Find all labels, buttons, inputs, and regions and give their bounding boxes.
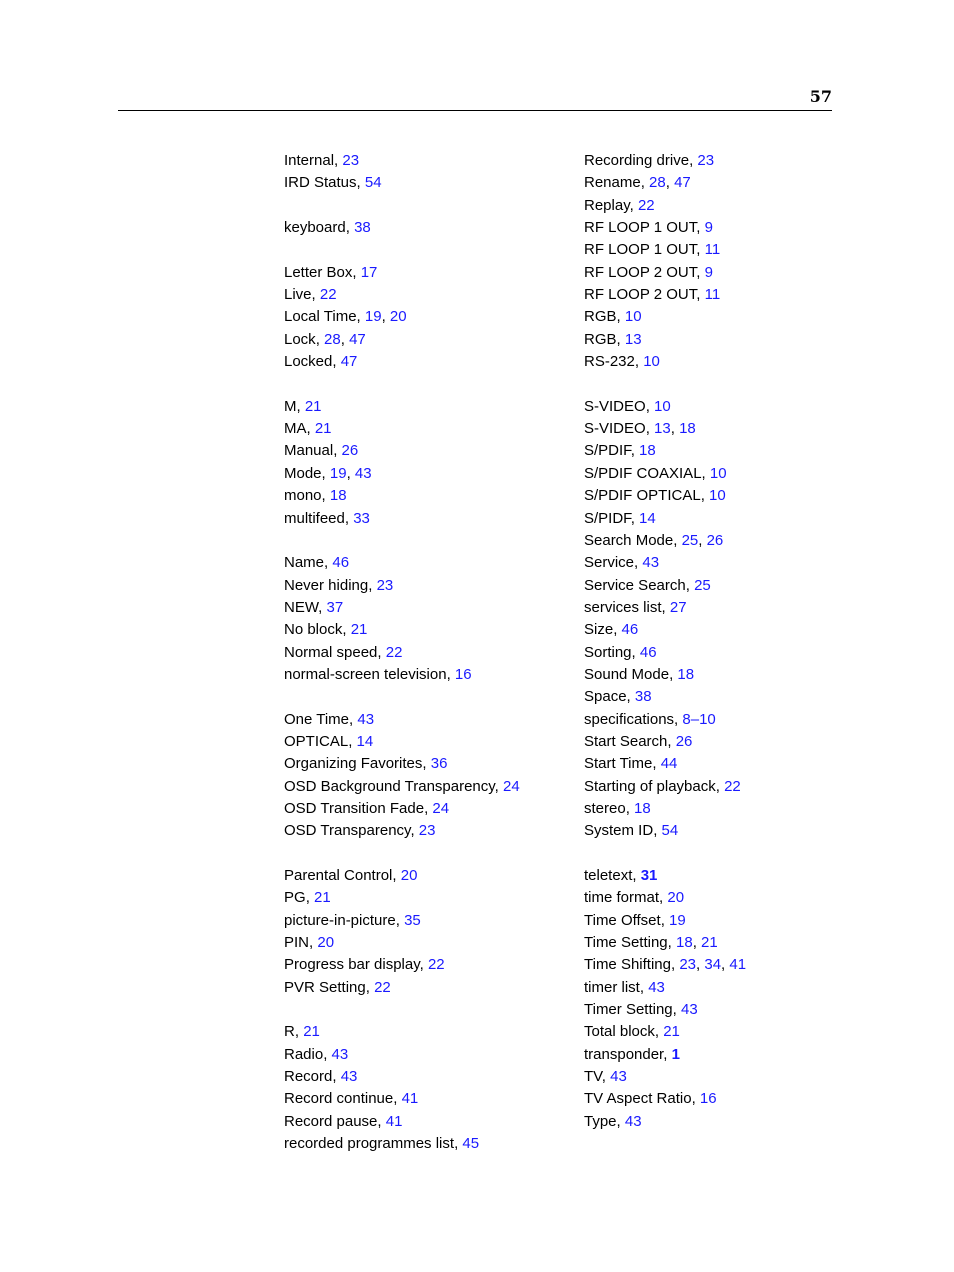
index-term: OSD Background Transparency [284, 777, 495, 795]
page-reference-link[interactable]: 25 [681, 531, 699, 549]
page-reference-link[interactable]: 21 [314, 889, 331, 907]
index-entry: RF LOOP 1 OUT, 11 [584, 241, 721, 259]
page-reference-link[interactable]: 14 [639, 509, 656, 527]
page-reference-link[interactable]: 18 [639, 442, 656, 460]
index-entry: Start Time, 44 [584, 755, 678, 773]
index-term: RF LOOP 2 OUT [584, 286, 697, 304]
index-term: OSD Transition Fade [284, 799, 425, 817]
index-term: Space [584, 688, 627, 706]
page-reference-link[interactable]: 20 [389, 308, 407, 326]
page-number: 57 [809, 87, 832, 106]
page-reference-link[interactable]: 24 [503, 777, 520, 795]
page-reference-link[interactable]: 18 [679, 420, 696, 438]
index-term: Radio [284, 1045, 324, 1063]
index-term: IRD Status [284, 174, 357, 192]
page-reference-link[interactable]: 19 [669, 911, 686, 929]
index-term: R [284, 1023, 295, 1041]
page-reference-link[interactable]: 47 [349, 330, 366, 348]
index-term: Record pause [284, 1112, 378, 1130]
page-reference-link[interactable]: 43 [354, 464, 372, 482]
page-reference-link[interactable]: 10 [709, 464, 727, 482]
index-term: Time Offset [584, 911, 661, 929]
index-entry: Locked, 47 [284, 353, 358, 371]
index-term: S/PDIF COAXIAL [584, 464, 702, 482]
index-term: Letter Box [284, 263, 353, 281]
index-entry: Start Search, 26 [584, 732, 693, 750]
index-term: Record continue [284, 1090, 394, 1108]
index-entry: IRD Status, 54 [284, 174, 382, 192]
page-reference-link[interactable]: 9 [704, 263, 713, 281]
page-reference-link[interactable]: 21 [663, 1023, 680, 1041]
index-term: Timer Setting [584, 1001, 673, 1019]
index-term: Service [584, 554, 635, 572]
index-entry: PIN, 20 [284, 934, 335, 952]
index-entry: RF LOOP 2 OUT, 11 [584, 286, 721, 304]
letter-group-gap [584, 843, 746, 865]
page-reference-link[interactable]: 26 [675, 732, 693, 750]
index-entry: S-VIDEO, 13, 18 [584, 420, 696, 438]
index-entry: OPTICAL, 14 [284, 732, 374, 750]
page-reference-link[interactable]: 43 [610, 1068, 627, 1086]
page-reference-link[interactable]: 26 [341, 442, 359, 460]
header-rule [118, 110, 832, 111]
page-reference-link[interactable]: 47 [674, 174, 691, 192]
index-entry: Manual, 26 [284, 442, 359, 460]
index-entry: NEW, 37 [284, 598, 344, 616]
index-term: RGB [584, 330, 617, 348]
index-entry: Live, 22 [284, 286, 337, 304]
index-entry: RGB, 10 [584, 308, 642, 326]
index-term: One Time [284, 710, 350, 728]
page-reference-link[interactable]: 21 [701, 934, 718, 952]
page-reference-link[interactable]: 19 [329, 464, 347, 482]
index-term: Mode [284, 464, 322, 482]
page-reference-link[interactable]: 43 [331, 1045, 349, 1063]
letter-group-gap [284, 843, 520, 865]
page-reference-link[interactable]: 1 [671, 1045, 680, 1063]
page-reference-link[interactable]: 43 [642, 554, 660, 572]
index-term: Name [284, 554, 325, 572]
index-term: stereo [584, 799, 626, 817]
index-entry: S/PDIF, 18 [584, 442, 656, 460]
page-reference-link[interactable]: 10 [643, 353, 660, 371]
page-reference-link[interactable]: 24 [432, 799, 450, 817]
page-reference-link[interactable]: 36 [430, 755, 448, 773]
page-reference-link[interactable]: 23 [342, 152, 360, 169]
index-term: RF LOOP 1 OUT [584, 241, 697, 259]
index-entry: Parental Control, 20 [284, 867, 418, 884]
index-term: S/PDIF OPTICAL [584, 487, 701, 505]
index-entry: S/PDIF OPTICAL, 10 [584, 487, 726, 505]
index-term: Rename [584, 174, 641, 192]
page-reference-link[interactable]: 18 [676, 934, 693, 952]
page-reference-link[interactable]: 22 [374, 978, 391, 996]
index-entry: Lock, 28, 47 [284, 330, 366, 348]
page-reference-link[interactable]: 38 [354, 219, 371, 237]
index-entry: Mode, 19, 43 [284, 464, 372, 482]
index-entry: S/PIDF, 14 [584, 509, 656, 527]
page-reference-link[interactable]: 28 [324, 330, 341, 348]
page-reference-link[interactable]: 28 [649, 174, 666, 192]
index-entry: No block, 21 [284, 621, 368, 639]
index-term: Sound Mode [584, 665, 670, 683]
page-reference-link[interactable]: 26 [706, 531, 724, 549]
index-term: PVR Setting [284, 978, 366, 996]
index-term: RS-232 [584, 353, 635, 371]
index-entry: specifications, 8–10 [584, 710, 716, 728]
index-term: recorded programmes list [284, 1135, 455, 1153]
page-reference-link[interactable]: 18 [329, 487, 347, 505]
index-entry: Record, 43 [284, 1068, 358, 1086]
page-reference-link[interactable]: 54 [364, 174, 382, 192]
index-entry: teletext, 31 [584, 867, 658, 884]
index-entry: Radio, 43 [284, 1045, 349, 1063]
page-reference-link[interactable]: 34 [704, 956, 722, 974]
index-entry: S-VIDEO, 10 [584, 397, 671, 415]
page-reference-link[interactable]: 18 [677, 665, 695, 683]
page-reference-link[interactable]: 13 [624, 330, 642, 348]
index-term: Never hiding [284, 576, 369, 594]
page-reference-link[interactable]: 18 [634, 799, 651, 817]
page-reference-link[interactable]: 20 [667, 889, 685, 907]
index-entry: Local Time, 19, 20 [284, 308, 407, 326]
page-reference-link[interactable]: 31 [640, 867, 658, 884]
index-entry: Replay, 22 [584, 196, 655, 214]
letter-group-gap [284, 239, 520, 261]
index-entry: Time Offset, 19 [584, 911, 686, 929]
index-entry: RGB, 13 [584, 330, 642, 348]
index-term: OPTICAL [284, 732, 349, 750]
index-entry: One Time, 43 [284, 710, 375, 728]
index-entry: Service, 43 [584, 554, 660, 572]
index-term: picture-in-picture [284, 911, 396, 929]
page-reference-link[interactable]: 23 [376, 576, 394, 594]
letter-group-gap [284, 373, 520, 395]
index-term: Parental Control [284, 867, 393, 884]
index-term: M [284, 397, 297, 415]
index-term: Start Time [584, 755, 653, 773]
page-reference-link[interactable]: 45 [462, 1135, 480, 1153]
index-entry: time format, 20 [584, 889, 685, 907]
index-term: Search Mode [584, 531, 674, 549]
page-reference-link[interactable]: 43 [357, 710, 375, 728]
index-entry: transponder, 1 [584, 1045, 680, 1063]
index-entry: MA, 21 [284, 420, 332, 438]
index-term: Recording drive [584, 152, 690, 169]
index-term: Starting of playback [584, 777, 716, 795]
index-entry: Progress bar display, 22 [284, 956, 445, 974]
page-reference-link[interactable]: 33 [353, 509, 370, 527]
index-term: multifeed [284, 509, 345, 527]
index-term: services list [584, 598, 662, 616]
index-term: mono [284, 487, 322, 505]
index-entry: multifeed, 33 [284, 509, 370, 527]
index-term: transponder [584, 1045, 664, 1063]
index-entry: RF LOOP 1 OUT, 9 [584, 219, 713, 237]
index-term: Time Setting [584, 934, 668, 952]
index-entry: Name, 46 [284, 554, 350, 572]
index-term: System ID [584, 822, 654, 840]
page-reference-link[interactable]: 20 [317, 934, 335, 952]
page-reference-link[interactable]: 16 [699, 1090, 717, 1108]
index-term: normal-screen television [284, 665, 447, 683]
letter-group-gap [284, 195, 520, 217]
page-reference-link[interactable]: 23 [697, 152, 715, 169]
page-reference-link[interactable]: 23 [679, 956, 697, 974]
index-term: Total block [584, 1023, 655, 1041]
index-entry: OSD Transparency, 23 [284, 822, 436, 840]
index-term: S-VIDEO [584, 420, 646, 438]
index-entry: timer list, 43 [584, 978, 665, 996]
page-reference-link[interactable]: 35 [404, 911, 421, 929]
index-term: Progress bar display [284, 956, 420, 974]
page-reference-link[interactable]: 43 [680, 1001, 698, 1019]
index-entry: Sorting, 46 [584, 643, 657, 661]
page-reference-link[interactable]: 22 [319, 286, 337, 304]
index-entry: RF LOOP 2 OUT, 9 [584, 263, 713, 281]
index-entry: Service Search, 25 [584, 576, 711, 594]
letter-group-gap [584, 373, 746, 395]
index-entry: TV, 43 [584, 1068, 627, 1086]
index-term: Locked [284, 353, 333, 371]
page-reference-link[interactable]: 22 [427, 956, 445, 974]
index-entry: Search Mode, 25, 26 [584, 531, 724, 549]
page-reference-link[interactable]: 21 [303, 1023, 320, 1041]
letter-group-gap [284, 530, 520, 552]
index-entry: PVR Setting, 22 [284, 978, 391, 996]
index-column-left [284, 150, 520, 1155]
index-entry: mono, 18 [284, 487, 347, 505]
index-term: Manual [284, 442, 334, 460]
index-term: Live [284, 286, 312, 304]
index-term: timer list [584, 978, 640, 996]
index-entry: Never hiding, 23 [284, 576, 394, 594]
index-term: OSD Transparency [284, 822, 411, 840]
index-entry: Organizing Favorites, 36 [284, 755, 448, 773]
index-term: S/PDIF [584, 442, 631, 460]
index-entry: keyboard, 38 [284, 219, 371, 237]
page-reference-link[interactable]: 13 [654, 420, 671, 438]
index-entry: Recording drive, 23 [584, 152, 715, 169]
index-term: Internal [284, 152, 335, 169]
index-entry: picture-in-picture, 35 [284, 911, 421, 929]
page-reference-link[interactable]: 10 [654, 397, 671, 415]
page-reference-link[interactable]: 14 [356, 732, 374, 750]
page-reference-link[interactable]: 46 [332, 554, 350, 572]
index-entry: Starting of playback, 22 [584, 777, 741, 795]
index-entry: RS-232, 10 [584, 353, 660, 371]
page-reference-link[interactable]: 44 [660, 755, 678, 773]
page-reference-link[interactable]: 22 [385, 643, 403, 661]
index-term: Type [584, 1112, 617, 1130]
index-term: RF LOOP 2 OUT [584, 263, 697, 281]
page-reference-link[interactable]: 23 [418, 822, 436, 840]
index-entry: M, 21 [284, 397, 322, 415]
index-entry: Record pause, 41 [284, 1112, 403, 1130]
index-entry: TV Aspect Ratio, 16 [584, 1090, 717, 1108]
index-entry: Time Shifting, 23, 34, 41 [584, 956, 747, 974]
page-reference-link[interactable]: 10 [709, 487, 726, 505]
index-term: Normal speed [284, 643, 378, 661]
index-term: Replay [584, 196, 630, 214]
page-reference-link[interactable]: 46 [639, 643, 657, 661]
index-term: Lock [284, 330, 316, 348]
page-reference-link[interactable]: 21 [304, 397, 322, 415]
index-entry: S/PDIF COAXIAL, 10 [584, 464, 727, 482]
page-reference-link[interactable]: 47 [340, 353, 358, 371]
index-term: PG [284, 889, 306, 907]
page-reference-link[interactable]: 43 [340, 1068, 358, 1086]
page-reference-link[interactable]: 10 [624, 308, 642, 326]
index-entry: services list, 27 [584, 598, 687, 616]
page-reference-link[interactable]: 37 [326, 598, 344, 616]
index-entry: normal-screen television, 16 [284, 665, 472, 683]
index-term: Sorting [584, 643, 632, 661]
index-term: Organizing Favorites [284, 755, 423, 773]
index-term: S-VIDEO [584, 397, 646, 415]
index-term: keyboard [284, 219, 346, 237]
page-reference-link[interactable]: 43 [648, 978, 665, 996]
index-term: Size [584, 621, 614, 639]
index-entry: Timer Setting, 43 [584, 1001, 698, 1019]
index-entry: R, 21 [284, 1023, 320, 1041]
index-entry: Size, 46 [584, 621, 639, 639]
page-reference-link[interactable]: 41 [401, 1090, 419, 1108]
page-reference-link[interactable]: 21 [314, 420, 332, 438]
index-entry: Internal, 23 [284, 152, 360, 169]
page-reference-link[interactable]: 22 [724, 777, 741, 795]
index-entry: Rename, 28, 47 [584, 174, 691, 192]
index-term: TV Aspect Ratio [584, 1090, 692, 1108]
page-reference-link[interactable]: 19 [364, 308, 382, 326]
page-reference-link[interactable]: 54 [661, 822, 679, 840]
page-reference-link[interactable]: 27 [669, 598, 687, 616]
index-entry: Letter Box, 17 [284, 263, 378, 281]
page-reference-link[interactable]: 41 [385, 1112, 403, 1130]
index-term: RF LOOP 1 OUT [584, 219, 697, 237]
index-entry: OSD Background Transparency, 24 [284, 777, 520, 795]
index-column-right [584, 150, 746, 1133]
index-entry: Normal speed, 22 [284, 643, 403, 661]
page-reference-link[interactable]: 38 [634, 688, 652, 706]
index-entry: OSD Transition Fade, 24 [284, 799, 450, 817]
index-term: time format [584, 889, 660, 907]
index-term: specifications [584, 710, 675, 728]
index-entry: recorded programmes list, 45 [284, 1135, 480, 1153]
page-reference-link[interactable]: 8–10 [682, 710, 716, 728]
index-term: Time Shifting [584, 956, 671, 974]
index-term: Record [284, 1068, 333, 1086]
index-term: MA [284, 420, 307, 438]
index-entry: PG, 21 [284, 889, 331, 907]
page-reference-link[interactable]: 11 [704, 241, 721, 259]
index-entry: Time Setting, 18, 21 [584, 934, 718, 952]
index-entry: Space, 38 [584, 688, 652, 706]
index-entry: stereo, 18 [584, 799, 651, 817]
page-reference-link[interactable]: 25 [694, 576, 711, 594]
index-term: TV [584, 1068, 602, 1086]
page-reference-link[interactable]: 11 [704, 286, 721, 304]
page-reference-link[interactable]: 46 [621, 621, 639, 639]
page-reference-link[interactable]: 16 [454, 665, 472, 683]
index-entry: Total block, 21 [584, 1023, 680, 1041]
index-term: Service Search [584, 576, 686, 594]
page-reference-link[interactable]: 9 [704, 219, 713, 237]
index-term: Local Time [284, 308, 357, 326]
index-term: RGB [584, 308, 617, 326]
page-reference-link[interactable]: 41 [729, 956, 747, 974]
page-reference-link[interactable]: 20 [400, 867, 418, 884]
index-term: S/PIDF [584, 509, 631, 527]
index-entry: System ID, 54 [584, 822, 679, 840]
index-entry: Sound Mode, 18 [584, 665, 695, 683]
page-reference-link[interactable]: 22 [637, 196, 655, 214]
page-reference-link[interactable]: 21 [350, 621, 368, 639]
page-reference-link[interactable]: 43 [624, 1112, 642, 1130]
index-entry: Record continue, 41 [284, 1090, 419, 1108]
index-term: Start Search [584, 732, 668, 750]
index-term: teletext [584, 867, 633, 884]
letter-group-gap [284, 999, 520, 1021]
index-term: No block [284, 621, 343, 639]
index-term: PIN [284, 934, 310, 952]
page-reference-link[interactable]: 17 [360, 263, 378, 281]
index-entry: Type, 43 [584, 1112, 642, 1130]
index-term: NEW [284, 598, 319, 616]
letter-group-gap [284, 686, 520, 708]
